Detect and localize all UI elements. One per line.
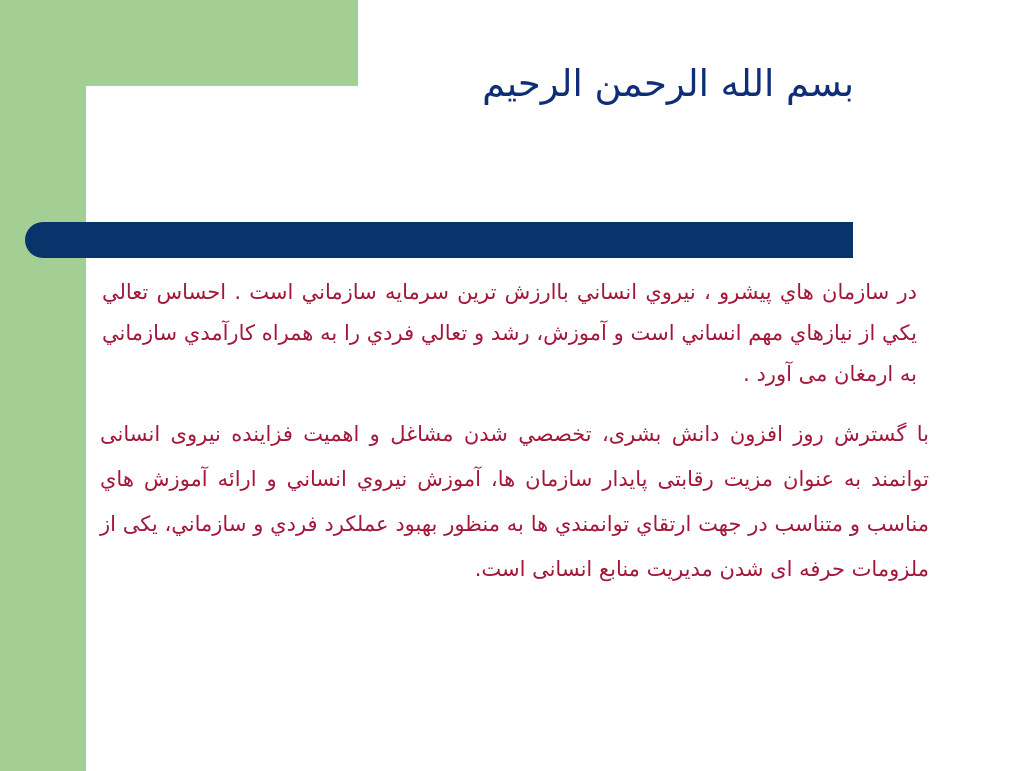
body-paragraph-1: در سازمان هاي پيشرو ، نيروي انساني باارزش ترين سرمايه سازماني است . احساس تعالي يكي از نيازهاي مهم انساني است و آموزش، رشد و تعالي فردي را به همراه كارآمدي سازماني به ارمغان می آورد .: [102, 280, 917, 386]
title-divider-bar: [25, 222, 853, 258]
green-side-band: [0, 0, 86, 771]
rounded-corner: [86, 86, 166, 166]
body-paragraph-2: با گسترش روز افزون دانش بشری، تخصصي شدن مشاغل و اهميت فزاینده نیروی انسانی توانمند به عنوان مزیت رقابتی پایدار سازمان ها، آموزش نيروي انساني و ارائه آموزش هاي مناسب و متناسب در جهت ارتقاي توانمندي ها به منظور بهبود عملکرد فردي و سازماني، یکی از ملزومات حرفه ای شدن مديريت منابع انسانی است.: [100, 422, 929, 581]
slide-title: بسم الله الرحمن الرحيم: [482, 62, 854, 105]
